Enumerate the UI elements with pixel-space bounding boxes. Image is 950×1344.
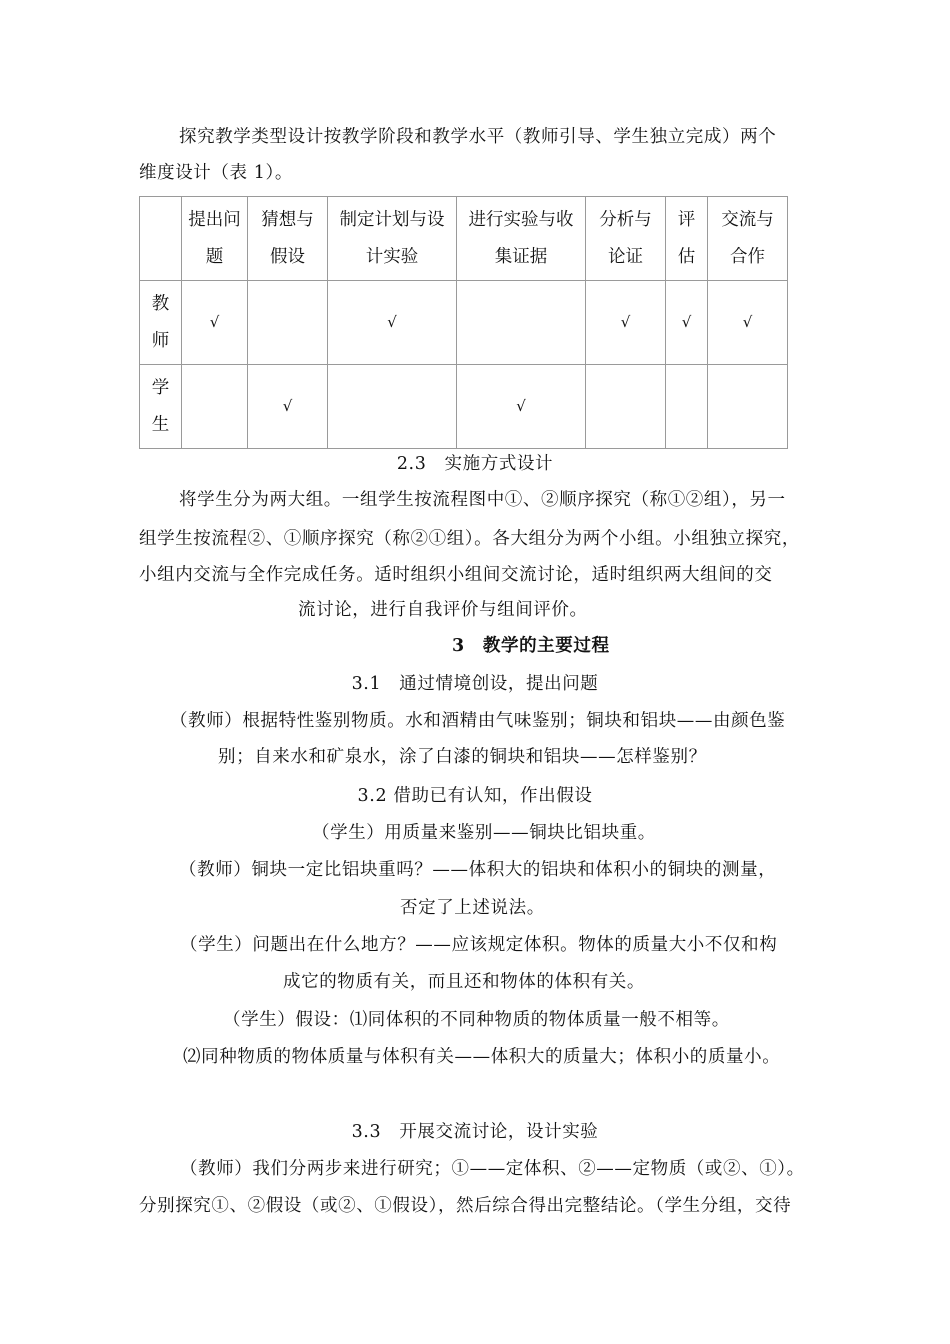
- paragraph-line: 别；自来水和矿泉水，涂了白漆的铜块和铝块——怎样鉴别？: [218, 747, 707, 767]
- check-cell: √: [248, 365, 328, 449]
- check-cell: √: [457, 365, 586, 449]
- row-label-student: 学 生: [140, 365, 182, 449]
- table-header-cell: 猜想与 假设: [248, 197, 328, 281]
- table-header-cell: 分析与 论证: [586, 197, 666, 281]
- paragraph-line: ⑵同种物质的物体质量与体积有关——体积大的质量大；体积小的质量小。: [183, 1047, 781, 1067]
- check-cell: √: [328, 281, 457, 365]
- paragraph-line: 否定了上述说法。: [400, 898, 545, 918]
- row-label-teacher: 教 师: [140, 281, 182, 365]
- check-cell: [328, 365, 457, 449]
- paragraph-line: （教师）铜块一定比铝块重吗？——体积大的铝块和体积小的铜块的测量，: [179, 860, 777, 880]
- check-cell: [666, 365, 708, 449]
- table-header-row: [140, 197, 788, 281]
- paragraph-line: 流讨论，进行自我评价与组间评价。: [298, 600, 588, 620]
- section-heading-3-1: 3.1 通过情境创设，提出问题: [351, 674, 599, 694]
- table-row-teacher: [140, 281, 788, 365]
- table-header-cell: 交流与 合作: [708, 197, 788, 281]
- section-heading-3-3: 3.3 开展交流讨论，设计实验: [351, 1122, 599, 1142]
- intro-line-2: 维度设计（表 1）。: [139, 163, 293, 183]
- paragraph-line: 组学生按流程②、①顺序探究（称②①组）。各大组分为两个小组。小组独立探究，: [139, 529, 800, 549]
- check-cell: [248, 281, 328, 365]
- paragraph-line: 将学生分为两大组。一组学生按流程图中①、②顺序探究（称①②组），另一: [179, 490, 786, 510]
- table-header-cell: 评 估: [666, 197, 708, 281]
- intro-line-1: 探究教学类型设计按教学阶段和教学水平（教师引导、学生独立完成）两个: [179, 127, 777, 147]
- table-header-cell: 进行实验与收 集证据: [457, 197, 586, 281]
- paragraph-line: （教师）我们分两步来进行研究；①——定体积、②——定物质（或②、①）。: [180, 1159, 805, 1179]
- check-cell: √: [182, 281, 248, 365]
- check-cell: √: [666, 281, 708, 365]
- check-cell: [586, 365, 666, 449]
- section-heading-3-2: 3.2 借助已有认知，作出假设: [357, 786, 593, 806]
- paragraph-line: （教师）根据特性鉴别物质。水和酒精由气味鉴别；铜块和铝块——由颜色鉴: [170, 711, 786, 731]
- paragraph-line: （学生）问题出在什么地方？——应该规定体积。物体的质量大小不仅和构: [180, 935, 778, 955]
- table-row-student: [140, 365, 788, 449]
- section-heading-3: 3 教学的主要过程: [452, 636, 610, 656]
- paragraph-line: （学生）用质量来鉴别——铜块比铝块重。: [312, 823, 656, 843]
- check-cell: [182, 365, 248, 449]
- paragraph-line: （学生）假设：⑴同体积的不同种物质的物体质量一般不相等。: [223, 1010, 730, 1030]
- section-heading-2-3: 2.3 实施方式设计: [396, 454, 554, 474]
- check-cell: √: [586, 281, 666, 365]
- table-1: [139, 196, 788, 449]
- check-cell: √: [708, 281, 788, 365]
- paragraph-line: 成它的物质有关，而且还和物体的体积有关。: [283, 972, 645, 992]
- paragraph-line: 分别探究①、②假设（或②、①假设），然后综合得出完整结论。（学生分组，交待: [139, 1196, 792, 1216]
- check-cell: [457, 281, 586, 365]
- table-header-cell: 制定计划与设 计实验: [328, 197, 457, 281]
- table-header-cell: 提出问 题: [182, 197, 248, 281]
- table-corner-cell: [140, 197, 182, 281]
- check-cell: [708, 365, 788, 449]
- paragraph-line: 小组内交流与全作完成任务。适时组织小组间交流讨论，适时组织两大组间的交: [139, 565, 773, 585]
